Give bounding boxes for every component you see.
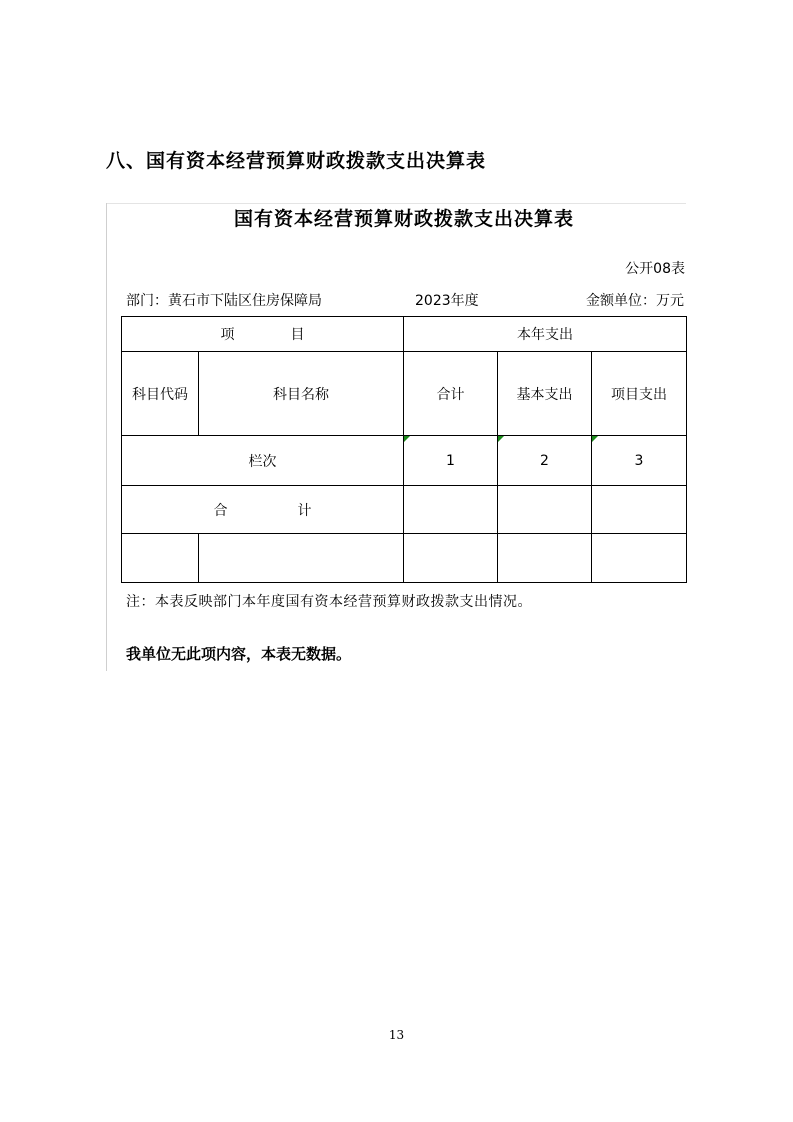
basic-expense-header: 基本支出	[498, 352, 592, 436]
total-row-label: 合 计	[122, 486, 404, 534]
department-label: 部门：黄石市下陆区住房保障局	[126, 293, 322, 309]
current-year-expense-header: 本年支出	[404, 317, 687, 352]
column-index-3: 3	[592, 436, 687, 486]
column-index-1: 1	[404, 436, 498, 486]
subject-name-header: 科目名称	[199, 352, 404, 436]
table-title: 国有资本经营预算财政拨款支出决算表	[233, 208, 574, 230]
header-row-1	[122, 317, 687, 352]
item-header: 项 目	[122, 317, 404, 352]
total-row-project-cell	[592, 486, 687, 534]
empty-basic-cell	[498, 534, 592, 583]
project-expense-header: 项目支出	[592, 352, 687, 436]
column-index-label: 栏次	[122, 436, 404, 486]
page-number: 13	[388, 1028, 405, 1042]
table-note: 注：本表反映部门本年度国有资本经营预算财政拨款支出情况。	[126, 594, 532, 610]
subject-code-header: 科目代码	[122, 352, 199, 436]
section-heading: 八、国有资本经营预算财政拨款支出决算表	[106, 150, 487, 172]
form-number: 公开08表	[625, 261, 685, 277]
total-row-total-cell	[404, 486, 498, 534]
frame-left-border	[106, 203, 107, 671]
empty-project-cell	[592, 534, 687, 583]
no-data-statement: 我单位无此项内容，本表无数据。	[126, 645, 352, 663]
empty-subject-code-cell	[122, 534, 199, 583]
amount-unit: 金额单位：万元	[586, 293, 684, 309]
header-row-2	[122, 352, 687, 436]
total-row	[122, 486, 687, 534]
table-meta-row	[126, 290, 686, 310]
empty-total-cell	[404, 534, 498, 583]
column-index-2: 2	[498, 436, 592, 486]
column-index-row	[122, 436, 687, 486]
fiscal-year: 2023年度	[415, 293, 479, 309]
total-header: 合计	[404, 352, 498, 436]
expense-table	[121, 316, 687, 583]
empty-data-row	[122, 534, 687, 583]
total-row-basic-cell	[498, 486, 592, 534]
empty-subject-name-cell	[199, 534, 404, 583]
